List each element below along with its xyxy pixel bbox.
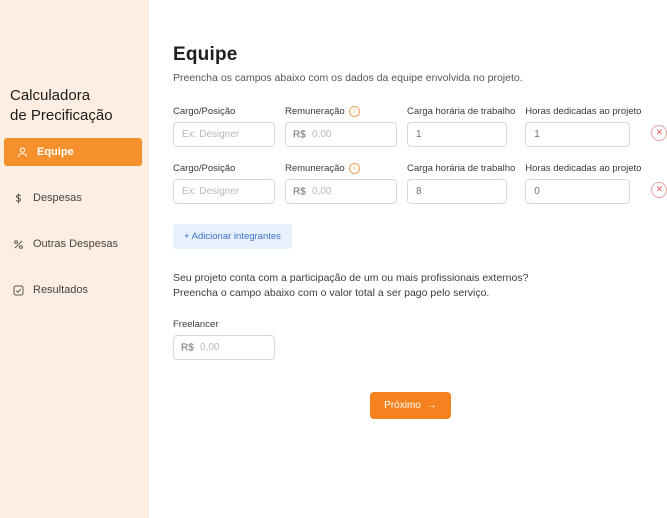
freelancer-note	[173, 271, 667, 301]
sidebar-item-resultados[interactable]	[0, 276, 148, 304]
next-button[interactable]	[370, 392, 451, 419]
dollar-icon	[12, 192, 25, 205]
field-label-cargo: Cargo/Posição	[173, 163, 236, 174]
field-remuneracao	[285, 106, 397, 147]
sidebar-item-label: Despesas	[33, 192, 82, 204]
add-member-button[interactable]: + Adicionar integrantes	[173, 224, 292, 249]
app-brand	[10, 86, 113, 126]
currency-prefix: R$	[293, 186, 306, 197]
cargo-input[interactable]	[173, 179, 275, 204]
field-label-horas: Horas dedicadas ao projeto	[525, 163, 642, 174]
arrow-right-icon: →	[426, 400, 437, 411]
page-title: Equipe	[173, 44, 238, 65]
field-horas	[525, 106, 641, 147]
sidebar-item-label: Outras Despesas	[33, 238, 118, 250]
freelancer-note-line-1: Seu projeto conta com a participação de um ou mais profissionais externos?	[173, 272, 529, 284]
sidebar-item-label: Equipe	[37, 146, 74, 158]
field-carga	[407, 106, 515, 147]
currency-prefix: R$	[293, 129, 306, 140]
remuneracao-input-wrap	[285, 122, 397, 147]
cargo-input[interactable]	[173, 122, 275, 147]
carga-input[interactable]	[407, 122, 507, 147]
team-row	[173, 163, 667, 204]
field-cargo	[173, 163, 275, 204]
user-icon	[16, 146, 29, 159]
sidebar-item-equipe[interactable]	[4, 138, 142, 166]
field-remuneracao	[285, 163, 397, 204]
sidebar-item-despesas[interactable]	[0, 184, 148, 212]
remove-circle-icon[interactable]: ✕	[651, 125, 667, 141]
team-row	[173, 106, 667, 147]
main-content	[148, 0, 667, 518]
field-label-remuneracao: Remuneração	[285, 106, 345, 117]
horas-input[interactable]	[525, 122, 630, 147]
next-button-label: Próximo	[384, 400, 421, 411]
field-label-remuneracao-row	[285, 106, 397, 117]
sidebar-item-outras-despesas[interactable]	[0, 230, 148, 258]
page-subtitle: Preencha os campos abaixo com os dados da equipe envolvida no projeto.	[173, 72, 523, 84]
freelancer-note-line-2: Preencha o campo abaixo com o valor total a ser pago pelo serviço.	[173, 287, 490, 299]
field-label-carga: Carga horária de trabalho	[407, 163, 516, 174]
field-label-remuneracao-row	[285, 163, 397, 174]
field-label-freelancer: Freelancer	[173, 319, 219, 330]
field-label-carga: Carga horária de trabalho	[407, 106, 516, 117]
freelancer-input[interactable]	[173, 335, 275, 360]
remuneracao-input[interactable]	[285, 122, 397, 147]
brand-line-2: de Precificação	[10, 107, 113, 124]
freelancer-input-wrap	[173, 335, 667, 360]
freelancer-field	[173, 319, 667, 360]
field-label-cargo: Cargo/Posição	[173, 106, 236, 117]
remuneracao-input-wrap	[285, 179, 397, 204]
field-label-remuneracao: Remuneração	[285, 163, 345, 174]
team-rows	[173, 106, 667, 204]
remuneracao-input[interactable]	[285, 179, 397, 204]
horas-input[interactable]	[525, 179, 630, 204]
brand-line-1: Calculadora	[10, 87, 91, 104]
info-icon[interactable]: i	[349, 106, 360, 117]
next-button-wrap	[173, 392, 648, 419]
percent-icon	[12, 238, 25, 251]
checklist-icon	[12, 284, 25, 297]
field-cargo	[173, 106, 275, 147]
carga-input[interactable]	[407, 179, 507, 204]
sidebar	[0, 0, 148, 518]
info-icon[interactable]: i	[349, 163, 360, 174]
sidebar-item-label: Resultados	[33, 284, 89, 296]
remove-circle-icon[interactable]: ✕	[651, 182, 667, 198]
sidebar-nav	[0, 138, 148, 322]
field-carga	[407, 163, 515, 204]
field-label-horas: Horas dedicadas ao projeto	[525, 106, 642, 117]
field-horas	[525, 163, 641, 204]
currency-prefix: R$	[181, 342, 194, 353]
